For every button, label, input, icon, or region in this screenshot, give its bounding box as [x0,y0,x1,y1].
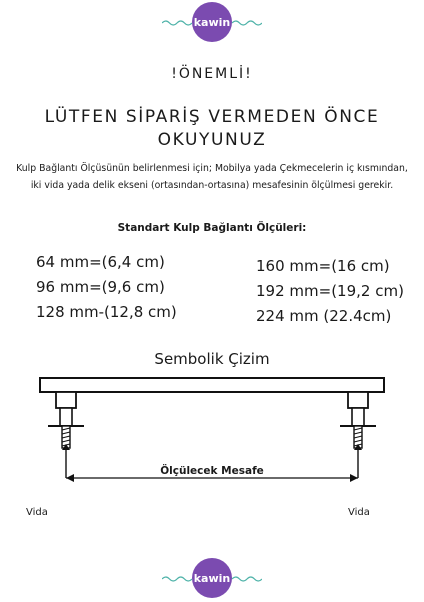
wave-decoration-icon [232,575,262,583]
wave-decoration-icon [162,575,192,583]
size-item: 160 mm=(16 cm) [256,257,390,275]
description [12,160,412,194]
size-item: 224 mm (22.4cm) [256,307,392,325]
description-line: Kulp Bağlantı Ölçüsünün belirlenmesi için; Mobilya yada Çekmecelerin iç kısmından, [16,163,408,174]
brand-logo-top [182,2,242,46]
size-item: 64 mm=(6,4 cm) [36,253,165,271]
wave-decoration-icon [162,19,192,27]
heading-line: OKUYUNUZ [157,130,267,150]
size-item: 128 mm-(12,8 cm) [36,303,177,321]
logo-badge [192,558,232,598]
screw-label-right: Vida [348,507,370,518]
logo-text: kawin [193,571,231,585]
screw-label-left: Vida [26,507,48,518]
logo-badge [192,2,232,42]
brand-logo-bottom [182,558,242,602]
description-line: iki vida yada delik ekseni (ortasından-ortasına) mesafesinin ölçülmesi gerekir. [30,180,394,191]
handle-bar [40,378,384,392]
standard-sizes-title: Standart Kulp Bağlantı Ölçüleri: [117,222,307,234]
wave-decoration-icon [232,19,262,27]
handle-diagram [0,368,424,508]
read-before-order-heading [0,106,424,152]
sizes-left-column [36,250,177,325]
important-title: !ÖNEMLİ! [171,66,253,82]
size-item: 192 mm=(19,2 cm) [256,282,404,300]
distance-label: Ölçülecek Mesafe [160,465,264,477]
heading-line: LÜTFEN SİPARİŞ VERMEDEN ÖNCE [44,107,380,127]
logo-text: kawin [193,15,231,29]
diagram-title: Sembolik Çizim [154,350,270,368]
sizes-right-column [256,254,404,329]
size-item: 96 mm=(9,6 cm) [36,278,165,296]
